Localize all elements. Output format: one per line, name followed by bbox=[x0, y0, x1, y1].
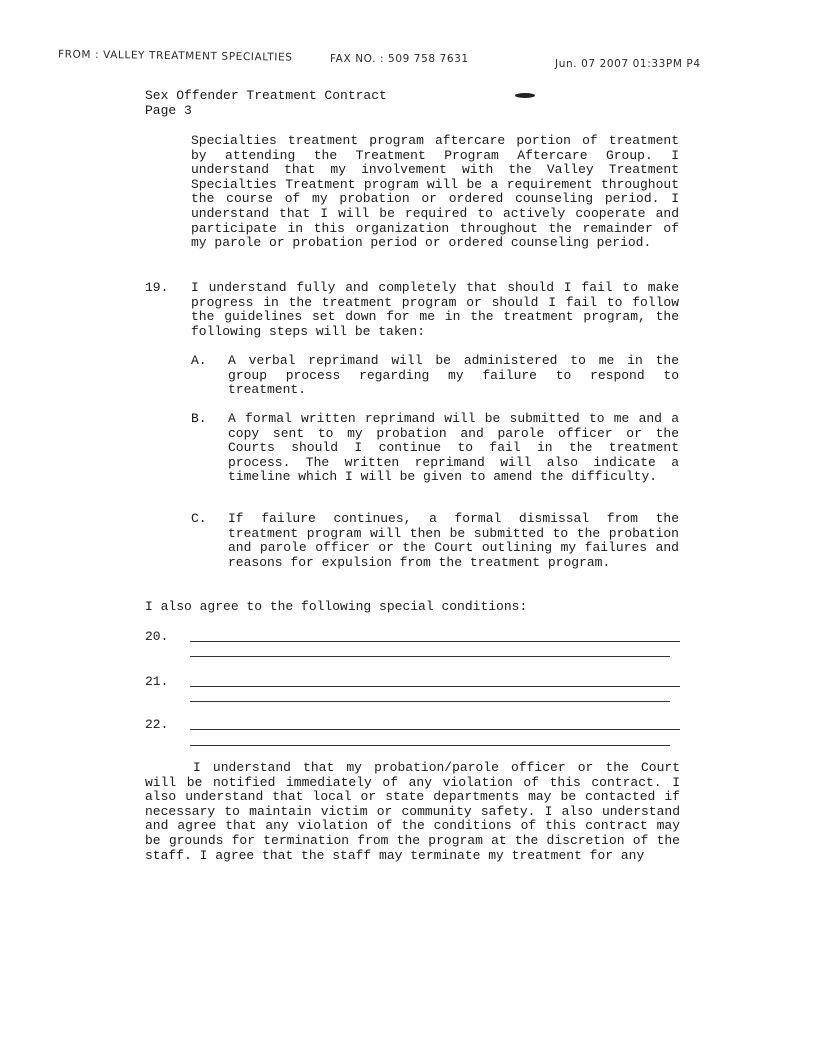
item-22-blank-line-1 bbox=[190, 729, 680, 730]
fax-number: FAX NO. : 509 758 7631 bbox=[330, 53, 469, 65]
item-c-label: C. bbox=[191, 511, 207, 526]
item-21-blank-line-1 bbox=[190, 686, 680, 687]
item-20-blank-line-2 bbox=[190, 656, 670, 657]
item-b-label: B. bbox=[191, 411, 207, 426]
item-22-blank-line-2 bbox=[190, 745, 670, 746]
item-a-text: A verbal reprimand will be administered to me in the group process regarding my failure to respond to treatment. bbox=[228, 353, 679, 398]
continuation-paragraph: Specialties treatment program aftercare portion of treatment by attending the Treatment Program Aftercare Group. I understand that my involvement with the Valley Treatment Specialties Treatment program will be a requirement throughout the course of my probation or ordered counseling period. I understand that I will be required to actively cooperate and participate in this organization throughout the remainder of my parole or probation period or ordered counseling period. bbox=[191, 133, 679, 251]
fax-from: FROM : VALLEY TREATMENT SPECIALTIES bbox=[57, 48, 293, 64]
document-title: Sex Offender Treatment Contract bbox=[145, 88, 387, 103]
item-20-blank-line-1 bbox=[190, 641, 680, 642]
fax-header bbox=[0, 50, 818, 72]
item-21-number: 21. bbox=[145, 674, 169, 689]
stray-mark bbox=[515, 93, 535, 98]
item-21-blank-line-2 bbox=[190, 701, 670, 702]
item-19-number: 19. bbox=[145, 280, 169, 295]
item-22-number: 22. bbox=[145, 717, 169, 732]
document-title-block bbox=[145, 88, 387, 118]
fax-datetime: Jun. 07 2007 01:33PM P4 bbox=[555, 58, 701, 70]
item-20-number: 20. bbox=[145, 629, 169, 644]
item-19-text: I understand fully and completely that should I fail to make progress in the treatment program or should I fail to follow the guidelines set down for me in the treatment program, the following steps will be taken: bbox=[191, 280, 679, 339]
special-conditions-intro: I also agree to the following special conditions: bbox=[145, 599, 528, 614]
page-number: Page 3 bbox=[145, 103, 192, 118]
closing-paragraph: I understand that my probation/parole officer or the Court will be notified immediately of any violation of this contract. I also understand that local or state departments may be contacted if necessary to maintain victim or community safety. I also understand and agree that any violation of the conditions of this contract may be grounds for termination from the program at the discretion of the staff. I agree that the staff may terminate my treatment for any bbox=[145, 760, 680, 863]
item-a-label: A. bbox=[191, 353, 207, 368]
item-b-text: A formal written reprimand will be submitted to me and a copy sent to my probation and parole officer or the Courts should I continue to fail in the treatment process. The written reprimand will also indicate a timeline which I will be given to amend the difficulty. bbox=[228, 411, 679, 485]
item-c-text: If failure continues, a formal dismissal from the treatment program will then be submitted to the probation and parole officer or the Court outlining my failures and reasons for expulsion from the treatment program. bbox=[228, 511, 679, 570]
